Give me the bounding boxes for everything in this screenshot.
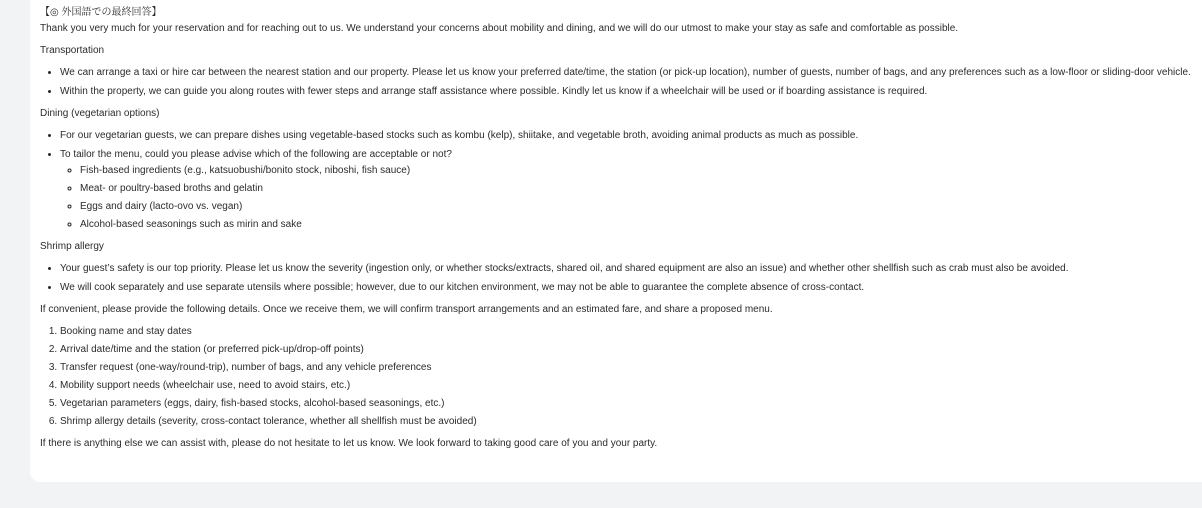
sublist-item: ◦ Alcohol-based seasonings such as mirin and sake: [80, 218, 1202, 231]
sublist-item: ◦ Meat- or poultry-based broths and gelatin: [80, 182, 1202, 195]
details-item: 1. Booking name and stay dates: [60, 325, 1202, 338]
shrimp-list: [40, 262, 1202, 294]
dining-sublist: [60, 164, 1202, 231]
transportation-list: [40, 66, 1202, 98]
list-item: • Within the property, we can guide you along routes with fewer steps and arrange staff assistance where possible. Kindly let us know if a wheelchair will be used or if boarding assistance is required.: [60, 85, 1202, 98]
details-item: 5. Vegetarian parameters (eggs, dairy, fish-based stocks, alcohol-based seasonings, etc.): [60, 397, 1202, 410]
details-item: 2. Arrival date/time and the station (or preferred pick-up/drop-off points): [60, 343, 1202, 356]
response-content: [40, 6, 1202, 450]
response-card: [30, 0, 1202, 482]
list-item: • We can arrange a taxi or hire car between the nearest station and our property. Please let us know your preferred date/time, the station (or pick-up location), number of guests, number of bags, and any preferences such as a low-floor or sliding-door vehicle.: [60, 66, 1202, 79]
details-item: 3. Transfer request (one-way/round-trip), number of bags, and any vehicle preferences: [60, 361, 1202, 374]
answer-header: 【◎ 外国語での最終回答】: [40, 7, 162, 18]
transportation-title: Transportation: [40, 45, 105, 56]
sublist-item: ◦ Fish-based ingredients (e.g., katsuobushi/bonito stock, niboshi, fish sauce): [80, 164, 1202, 177]
details-item: 4. Mobility support needs (wheelchair use, need to avoid stairs, etc.): [60, 379, 1202, 392]
request-intro: If convenient, please provide the following details. Once we receive them, we will confirm transport arrangements and an estimated fare, and share a proposed menu.: [40, 304, 773, 315]
shrimp-title: Shrimp allergy: [40, 241, 104, 252]
details-list: [40, 325, 1202, 428]
list-item: • Your guest’s safety is our top priority. Please let us know the severity (ingestion only, or whether stocks/extracts, shared oil, and shared equipment are also an issue) and whether other shellfish such as crab must also be avoided.: [60, 262, 1202, 275]
intro-paragraph: Thank you very much for your reservation and for reaching out to us. We understand your concerns about mobility and dining, and we will do our utmost to make your stay as safe and comfortable as possible.: [40, 23, 959, 34]
sublist-item: ◦ Eggs and dairy (lacto-ovo vs. vegan): [80, 200, 1202, 213]
list-item: • We will cook separately and use separate utensils where possible; however, due to our kitchen environment, we may not be able to guarantee the complete absence of cross-contact.: [60, 281, 1202, 294]
details-item: 6. Shrimp allergy details (severity, cross-contact tolerance, whether all shellfish must be avoided): [60, 415, 1202, 428]
dining-title: Dining (vegetarian options): [40, 108, 160, 119]
closing-paragraph: If there is anything else we can assist with, please do not hesitate to let us know. We look forward to taking good care of you and your party.: [40, 438, 658, 449]
list-item: • For our vegetarian guests, we can prepare dishes using vegetable-based stocks such as kombu (kelp), shiitake, and vegetable broth, avoiding animal products as much as possible.: [60, 129, 1202, 142]
list-item-text: To tailor the menu, could you please advise which of the following are acceptable or not?: [60, 149, 452, 160]
dining-list: [40, 129, 1202, 231]
list-item: [60, 148, 1202, 231]
